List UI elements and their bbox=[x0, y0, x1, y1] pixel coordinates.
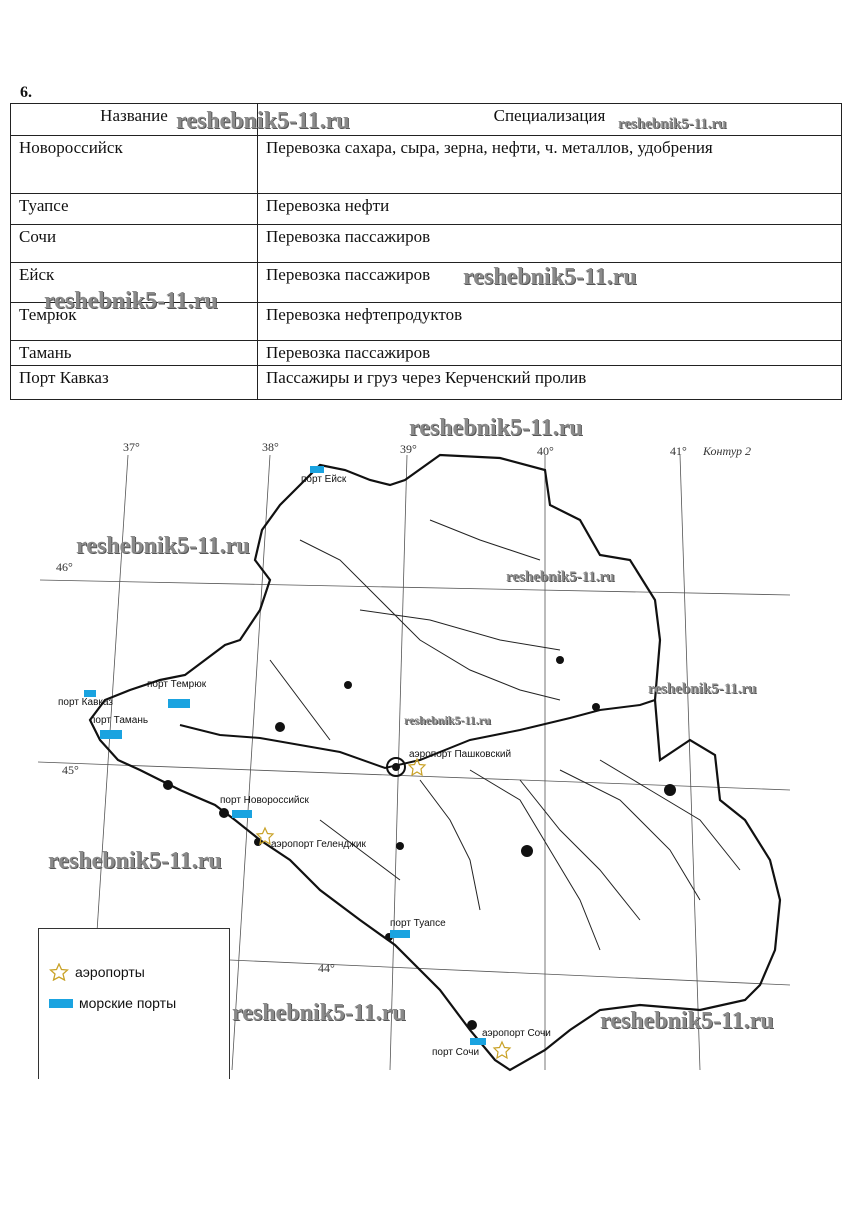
watermark: reshebnik5-11.ru bbox=[76, 533, 250, 559]
port-name-cell: Ейск bbox=[11, 263, 258, 303]
airport-label: аэропорт Пашковский bbox=[409, 749, 512, 760]
airport-label: аэропорт Геленджик bbox=[271, 839, 366, 850]
port-spec-cell: Перевозка пассажиров bbox=[258, 225, 842, 263]
port-name-cell: Туапсе bbox=[11, 194, 258, 225]
task-number: 6. bbox=[20, 84, 32, 101]
map-legend bbox=[38, 928, 230, 1079]
contour-label: Контур 2 bbox=[703, 444, 751, 458]
port-label: порт Сочи bbox=[432, 1047, 480, 1058]
watermark: reshebnik5-11.ru bbox=[44, 288, 218, 314]
port-swatch-icon bbox=[49, 999, 73, 1008]
longitude-label: 37° bbox=[123, 440, 140, 454]
watermark: reshebnik5-11.ru bbox=[506, 569, 615, 585]
port-name-cell: Тамань bbox=[11, 341, 258, 366]
port-marker bbox=[470, 1038, 486, 1045]
airport-star-icon bbox=[494, 1042, 510, 1058]
legend-ports-label: морские порты bbox=[79, 995, 177, 1011]
longitude-label: 38° bbox=[262, 440, 279, 454]
port-marker bbox=[232, 810, 252, 818]
watermark: reshebnik5-11.ru bbox=[404, 713, 491, 727]
port-spec-cell: Пассажиры и груз через Керченский пролив bbox=[258, 366, 842, 400]
port-name-cell: Сочи bbox=[11, 225, 258, 263]
port-label: порт Туапсе bbox=[390, 918, 446, 929]
watermark: reshebnik5-11.ru bbox=[232, 1000, 406, 1026]
port-spec-cell: Перевозка нефти bbox=[258, 194, 842, 225]
port-label: порт Новороссийск bbox=[220, 795, 309, 806]
latitude-label: 44° bbox=[318, 961, 335, 975]
airport-label: аэропорт Сочи bbox=[482, 1028, 551, 1039]
table-row bbox=[11, 366, 842, 400]
longitude-label: 41° bbox=[670, 444, 687, 458]
port-marker bbox=[390, 930, 410, 938]
port-spec-cell: Перевозка сахара, сыра, зерна, нефти, ч. металлов, удобрения bbox=[258, 136, 842, 194]
legend-airports-label: аэропорты bbox=[75, 964, 145, 980]
watermark: reshebnik5-11.ru bbox=[409, 415, 583, 441]
watermark: reshebnik5-11.ru bbox=[648, 681, 757, 697]
port-name-cell: Новороссийск bbox=[11, 136, 258, 194]
rivers bbox=[270, 520, 740, 950]
port-spec-cell: Перевозка нефтепродуктов bbox=[258, 303, 842, 341]
latitude-label: 46° bbox=[56, 560, 73, 574]
longitude-label: 40° bbox=[537, 444, 554, 458]
port-name-cell: Темрюк bbox=[11, 303, 258, 341]
port-label: порт Ейск bbox=[301, 474, 347, 485]
port-marker bbox=[310, 466, 324, 473]
watermark: reshebnik5-11.ru bbox=[463, 264, 637, 290]
port-spec-cell: Перевозка пассажиров bbox=[258, 341, 842, 366]
table-row bbox=[11, 225, 842, 263]
table-row bbox=[11, 341, 842, 366]
airport-star-icon bbox=[49, 963, 69, 981]
port-marker bbox=[168, 699, 190, 708]
longitude-label: 39° bbox=[400, 442, 417, 456]
table-row bbox=[11, 194, 842, 225]
port-name-cell: Порт Кавказ bbox=[11, 366, 258, 400]
watermark: reshebnik5-11.ru bbox=[176, 108, 350, 134]
port-label: порт Тамань bbox=[90, 715, 149, 726]
port-label: порт Темрюк bbox=[147, 679, 207, 690]
ports-table bbox=[10, 103, 842, 400]
port-label: порт Кавказ bbox=[58, 697, 114, 708]
latitude-label: 45° bbox=[62, 763, 79, 777]
header-specialization: Специализация bbox=[258, 104, 842, 136]
watermark: reshebnik5-11.ru bbox=[618, 116, 727, 132]
port-marker bbox=[100, 730, 122, 739]
legend-airports bbox=[49, 963, 145, 981]
watermark: reshebnik5-11.ru bbox=[600, 1008, 774, 1034]
header-name: Название bbox=[11, 104, 258, 136]
port-marker bbox=[84, 690, 96, 697]
legend-ports bbox=[49, 995, 176, 1011]
table-row bbox=[11, 136, 842, 194]
watermark: reshebnik5-11.ru bbox=[48, 848, 222, 874]
port-spec-cell: Перевозка пассажиров bbox=[258, 263, 842, 303]
